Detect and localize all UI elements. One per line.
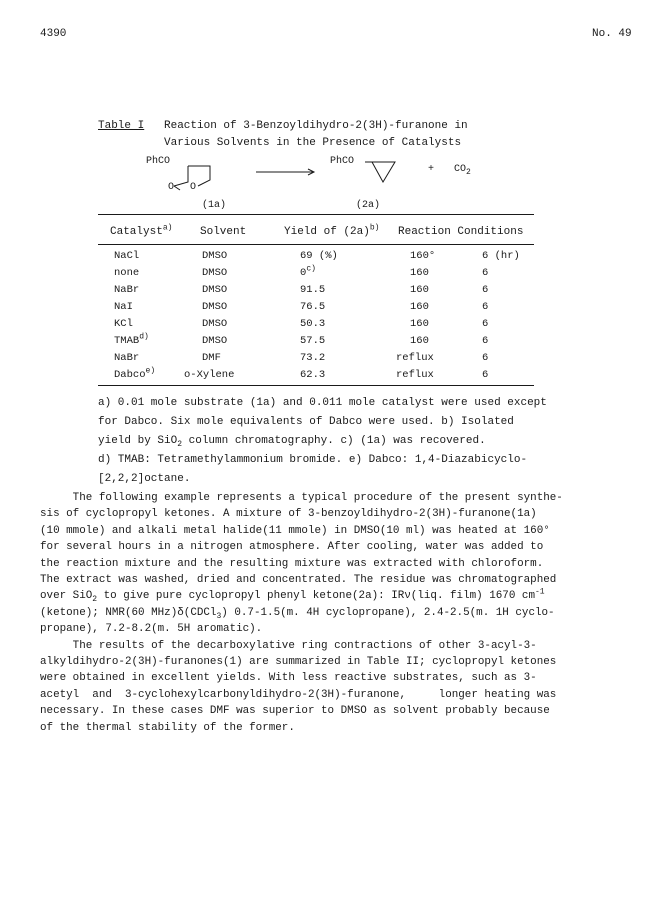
cell-yield: 76.5 [300, 301, 326, 313]
body-line: The following example represents a typical procedure of the present synthe- [40, 492, 563, 504]
page-number: 4390 [40, 28, 67, 40]
body-line: over SiO$_2$ to give pure cyclopropyl phenyl ketone(2a): IRν(liq. film) 1670 $cm^{-1}$ [40, 587, 545, 605]
cell-yield: 50.3 [300, 318, 326, 330]
cell-catalyst: Dabco$^{e)}$ [114, 366, 156, 381]
cell-solvent: o-Xylene [184, 369, 235, 381]
body-line: for several hours in a nitrogen atmosphere. After cooling, water was added to [40, 541, 544, 554]
reactant-group: PhCO [146, 156, 171, 167]
plus-sign: + [428, 164, 435, 175]
cyclopropane-ring [365, 162, 395, 182]
cell-solvent: DMSO [202, 318, 228, 330]
table-footnotes [98, 394, 547, 489]
footnote-line: a) 0.01 mole substrate (1a) and 0.011 mole catalyst were used except [98, 397, 547, 409]
body-line: of the thermal stability of the former. [40, 721, 295, 734]
footnote-line: yield by SiO$_2$ column chromatography. c) (1a) was recovered. [98, 435, 486, 450]
body-line: were obtained in excellent yields. With less reactive substrates, such as 3- [40, 672, 537, 685]
ring-oxygen-2: O [190, 182, 197, 193]
body-line: (ketone); NMR(60 MHz)δ(CDCl$_3$) 0.7-1.5(m. 4H cyclopropane), 2.4-2.5(m. 1H cyclo- [40, 606, 555, 622]
header-yield: Yield of $(2a)^{b)}$ [284, 223, 380, 238]
reactant-label: (1a) [202, 200, 227, 211]
body-line: sis of cyclopropyl ketones. A mixture of 3-benzoyldihydro-2(3H)-furanone(1a) [40, 508, 537, 521]
cell-time: 6 [482, 352, 489, 364]
byproduct: $CO_2$ [454, 164, 471, 177]
table-label: Table I [98, 120, 145, 132]
body-line: the reaction mixture and the resulting mixture was extracted with chloroform. [40, 557, 544, 570]
cell-time: 6 [482, 335, 489, 347]
cell-temp: 160 [410, 267, 429, 279]
cell-time: 6 [482, 369, 489, 381]
cell-yield: 0$^{c)}$ [300, 264, 316, 279]
header-catalyst: Catalyst$^{a)}$ [110, 223, 173, 238]
body-line: acetyl and 3-cyclohexylcarbonyldihydro-2(3H)-furanone, longer heating was [40, 688, 557, 701]
reaction-scheme-drawing [150, 154, 490, 218]
product-label: (2a) [356, 200, 381, 211]
cell-solvent: DMSO [202, 335, 228, 347]
cell-yield: 91.5 [300, 284, 326, 296]
table-caption [98, 118, 468, 152]
cell-catalyst: KCl [114, 318, 133, 330]
body-line: (10 mmole) and alkali metal halide(11 mmole) in DMSO(10 ml) was heated at 160° [40, 524, 550, 537]
table-title-line1: Reaction of 3-Benzoyldihydro-2(3H)-furanone in [164, 120, 468, 132]
carbonyl-bond [174, 186, 180, 190]
cell-temp: reflux [396, 352, 434, 364]
cell-time: 6 (hr) [482, 250, 520, 262]
body-line: necessary. In these cases DMF was superior to DMSO as solvent probably because [40, 705, 550, 718]
header-conditions: Reaction Conditions [398, 226, 524, 238]
cell-catalyst: none [114, 267, 140, 279]
cell-solvent: DMF [202, 352, 221, 364]
body-line: The results of the decarboxylative ring contractions of other 3-acyl-3- [40, 639, 537, 652]
cell-solvent: DMSO [202, 250, 228, 262]
body-text [40, 490, 630, 736]
cell-catalyst: NaI [114, 301, 133, 313]
cell-yield: 69 (%) [300, 250, 338, 262]
cell-yield: 73.2 [300, 352, 326, 364]
cell-yield: 62.3 [300, 369, 326, 381]
issue-number: No. 49 [592, 28, 632, 40]
body-line: The extract was washed, dried and concentrated. The residue was chromatographed [40, 574, 557, 587]
ring-oxygen-1: O [168, 182, 175, 193]
footnote-line: d) TMAB: Tetramethylammonium bromide. e) Dabco: 1,4-Diazabicyclo- [98, 454, 528, 466]
cell-temp: 160 [410, 301, 429, 313]
cell-catalyst: NaBr [114, 352, 140, 364]
reaction-scheme [146, 154, 490, 218]
footnote-line: for Dabco. Six mole equivalents of Dabco were used. b) Isolated [98, 416, 514, 428]
cell-solvent: DMSO [202, 284, 228, 296]
cell-temp: 160 [410, 284, 429, 296]
cell-temp: reflux [396, 369, 434, 381]
cell-catalyst: NaBr [114, 284, 140, 296]
body-line: alkyldihydro-2(3H)-furanones(1) are summarized in Table II; cyclopropyl ketones [40, 656, 557, 669]
cell-yield: 57.5 [300, 335, 326, 347]
cell-temp: 160 [410, 335, 429, 347]
cell-temp: 160 [410, 318, 429, 330]
cell-temp: 160° [410, 250, 436, 262]
cell-solvent: DMSO [202, 301, 228, 313]
cell-catalyst: TMAB$^{d)}$ [114, 332, 149, 347]
cell-time: 6 [482, 284, 489, 296]
footnote-line: [2,2,2]octane. [98, 473, 191, 485]
table-bottom-rule [98, 385, 534, 386]
cell-time: 6 [482, 267, 489, 279]
cell-solvent: DMSO [202, 267, 228, 279]
cell-catalyst: NaCl [114, 250, 140, 262]
cell-time: 6 [482, 318, 489, 330]
header-solvent: Solvent [200, 226, 247, 238]
cell-time: 6 [482, 301, 489, 313]
table-title-line2: Various Solvents in the Presence of Catalysts [164, 137, 462, 149]
table-header-rule [98, 244, 534, 245]
body-line: propane), 7.2-8.2(m. 5H aromatic). [40, 623, 263, 636]
table-top-rule [98, 214, 534, 215]
product-group: PhCO [330, 156, 355, 167]
